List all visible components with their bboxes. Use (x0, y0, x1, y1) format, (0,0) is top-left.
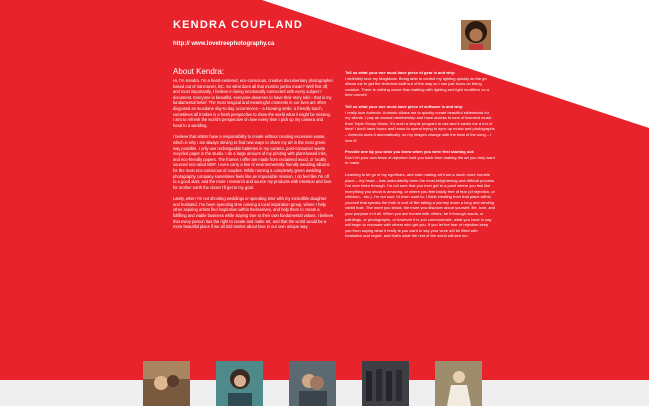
qa-item (345, 172, 495, 239)
qa-answer: Don't let your own fears of rejection hold you back from making the art you truly want to make. (345, 154, 495, 166)
about-paragraph: I believe that artists have a responsibility to create without creating excessive waste, which is why I am always striving to find new ways to share my art in the most green way possible. I only use rechargeable batteries in my camera, post-consumer waste recycled paper in the studio. I do a large amount of my printing with plant-based inks, and eco-friendly papers. The frames I offer are made from reclaimed wood, or locally sourced eco-rated MDF. I even carry a line of environmentally friendly wedding albums for the most eco-conscious of couples. While running a completely green wedding photography company sometimes feels like an impossible mission, I do feel like I'm off to a good start, and the more I research and source my products with intention and love for mother earth the closer I'll get to my goal. (173, 134, 332, 190)
about-section (173, 67, 333, 236)
qa-item (345, 149, 495, 166)
portrait-icon (461, 20, 491, 50)
qa-question: Tell us what your one must-have piece of software is and why: (345, 103, 464, 109)
qa-question: Tell us what your one must-have piece of gear is and why: (345, 70, 456, 75)
gallery-thumbnail[interactable] (143, 361, 190, 406)
avatar (459, 18, 493, 52)
portrait-photo-icon (216, 361, 263, 406)
qa-item (345, 104, 495, 143)
about-paragraph: Hi, I'm Kendra. I'm a heart-centered, eco-conscious, creative documentary photographer based out of Vancouver, BC. So what does all that mumbo jumbo mean? Well first off, and most importantly, I believe in being emotionally connected with every subject I document. Everyone is beautiful, everyone deserves to have their story told – that is my fundamental belief. The most magical and meaningful moments in our lives are often disguised as mundane day-to-day occurrences – a knowing smile, a friendly touch, sometimes all it takes is a fresh perspective to show the world what it might be missing. I aim to refresh the world's perspective on love every time I pick up my camera and head to a wedding. (173, 78, 333, 128)
website-link[interactable]: http:// www.lovetreephotography.ca (173, 41, 275, 47)
gallery-thumbnail[interactable] (289, 361, 336, 406)
photographer-name: KENDRA COUPLAND (173, 19, 304, 31)
gallery-thumbnail[interactable] (435, 361, 482, 406)
gallery-thumbnail[interactable] (216, 361, 263, 406)
qa-answer: I really love Animoto. Animoto allows me to quickly create beautiful slideshows for my clients. I pay an annual membership and have access to tons of licensed music from Triple Scoop Music. It's such a simple program to use and it saves me a ton of time! I don't have hours and hours to spend trying to sync up music and photographs – Animoto does it automatically, so my images change with the beat of the song – I love it! (345, 109, 495, 143)
qa-item (345, 70, 495, 98)
about-heading: About Kendra: (173, 67, 225, 76)
group-photo-icon (362, 361, 409, 406)
about-paragraph: Lately, when I'm not shooting weddings or spending time with my incredible daughter and husband, I've been spending time running a local inspiration group, where I help other aspiring artists find inspiration within themselves, and help them to create a fulfilling and viable business while staying true to their own fundamental values. I believe that every person has the right to create and make art, and that the world would be a more beautiful place if we all told stories about love in our own unique way. (173, 196, 333, 230)
gallery-thumbnail[interactable] (362, 361, 409, 406)
qa-section (345, 70, 495, 245)
couple-photo-icon (143, 361, 190, 406)
qa-answer: I definitely love my MagMods. Being able to control my lighting quickly on the go allows me to get the technical stuff out of the way so I can just focus on being creative. There is nothing worse than battling with lighting and light modifiers on a time crunch! (345, 75, 490, 98)
qa-answer: Learning to let go of my ego/fears, and start making art from a much more humble place – my heart – has undoubtedly been the most enlightening and difficult process I've ever been through. I'm not sure that you ever get to a point where you feel like everything you shoot is amazing, or where you feel totally free of fear (of rejection, or criticism... etc.). I'm not sure I'd even want to. I think creating from that place within yourself that speaks the truth is sort of like taking a journey down a long and winding rabbit hole. The more you shoot, the more you discover about yourself, life, love, and your purpose in it all. When you are honest with others, be it through words, or paintings, or photographs, or however it is you communicate, what you have to say will begin to resonate with others who get you. If you let the fear of rejection keep you from saying what it really is you want to say your work will be filled with hesitation and regret, and that's what the rest of the world will see too. (345, 171, 496, 239)
qa-question: Provide one tip you wish you knew when you were first starting out: (345, 149, 475, 155)
bride-photo-icon (435, 361, 482, 406)
couple-photo-icon (289, 361, 336, 406)
